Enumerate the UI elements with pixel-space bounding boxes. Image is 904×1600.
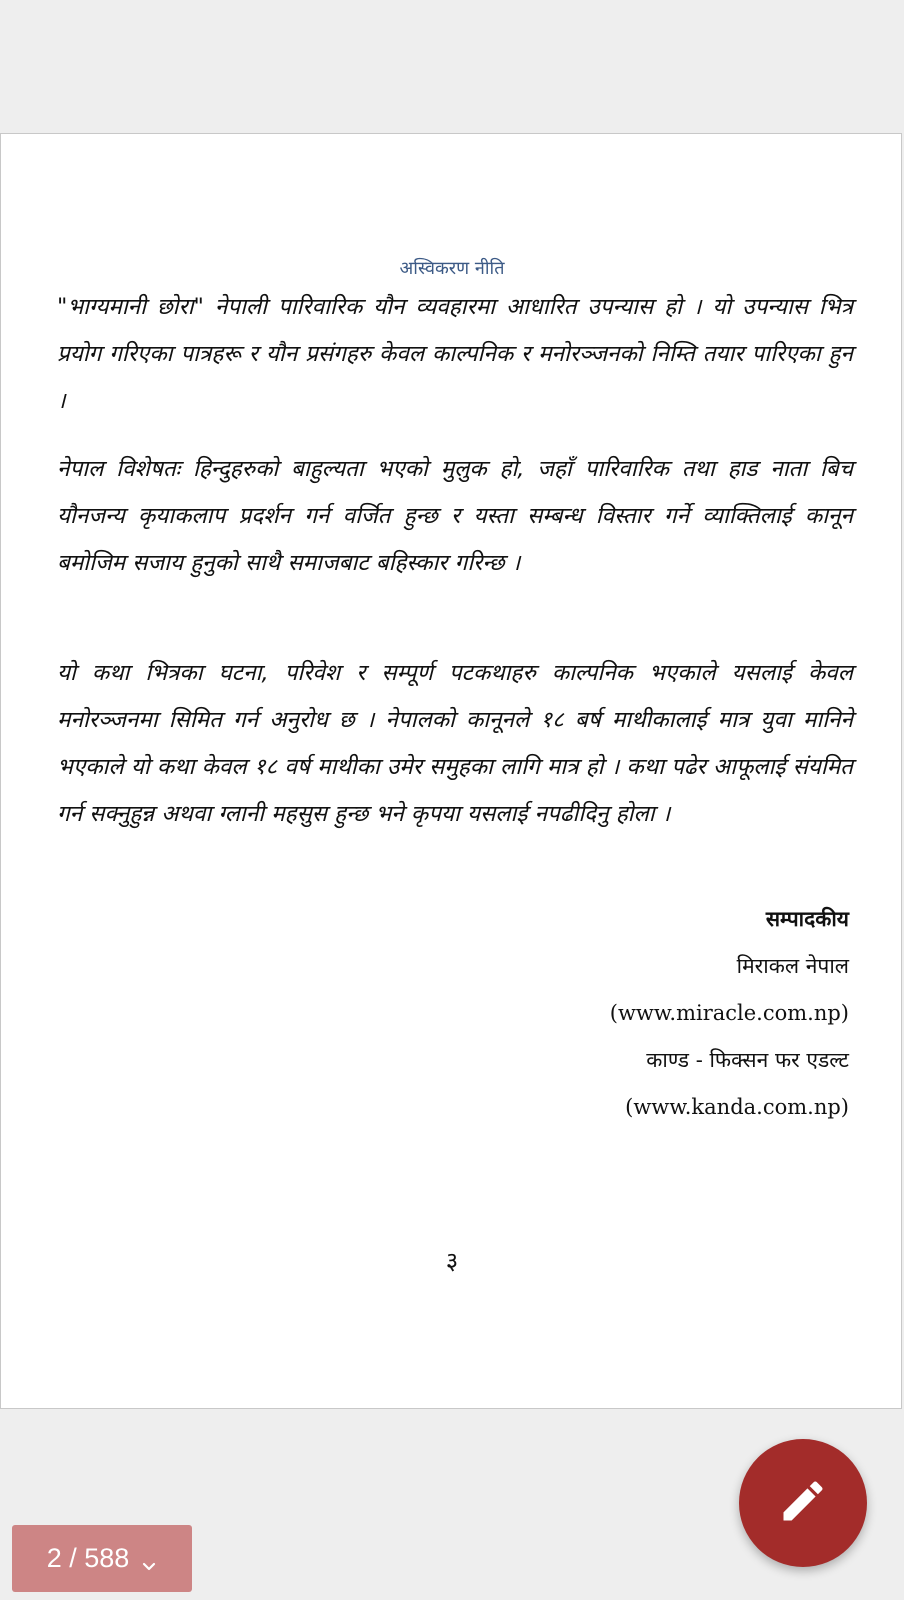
page-indicator-label: 2 / 588 (46, 1543, 130, 1573)
signature-title: सम्पादकीय (765, 907, 849, 931)
page-number: ३ (445, 1247, 459, 1275)
pencil-icon (777, 1475, 829, 1531)
paragraph-2: नेपाल विशेषतः हिन्दुहरुको बाहुल्यता भएको मुलुक हो, जहाँ पारिवारिक तथा हाड नाता बिच यौनजन्य कृयाकलाप प्रदर्शन गर्न वर्जित हुन्छ र यस्ता सम्बन्ध विस्तार गर्ने व्याक्तिलाई कानून बमोजिम सजाय हुनुको साथै समाजबाट बहिस्कार गरिन्छ । (57, 456, 853, 576)
edit-fab-button[interactable] (739, 1439, 867, 1567)
page-indicator-button[interactable] (12, 1525, 192, 1592)
chevron-down-icon (141, 1551, 157, 1567)
document-page (0, 133, 902, 1409)
signature-publisher-url: (www.miracle.com.np) (609, 1001, 849, 1025)
page-heading: अस्विकरण नीति (399, 258, 505, 279)
signature-imprint: काण्ड - फिक्सन फर एडल्ट (646, 1048, 849, 1072)
signature-publisher: मिराकल नेपाल (736, 954, 849, 978)
paragraph-1: "भाग्यमानी छोरा" नेपाली पारिवारिक यौन व्यवहारमा आधारित उपन्यास हो । यो उपन्यास भित्र प्रयोग गरिएका पात्रहरू र यौन प्रसंगहरु केवल काल्पनिक र मनोरञ्जनको निम्ति तयार पारिएका हुन । (57, 294, 853, 414)
signature-imprint-url: (www.kanda.com.np) (625, 1095, 849, 1119)
paragraph-3: यो कथा भित्रका घटना, परिवेश र सम्पूर्ण पटकथाहरु काल्पनिक भएकाले यसलाई केवल मनोरञ्जनमा सिमित गर्न अनुरोध छ । नेपालको कानूनले १८ बर्ष माथीकालाई मात्र युवा मानिने भएकाले यो कथा केवल १८ वर्ष माथीका उमेर समुहका लागि मात्र हो । कथा पढेर आफूलाई संयमित गर्न सक्नुहुन्न अथवा ग्लानी महसुस हुन्छ भने कृपया यसलाई नपढीदिनु होला । (57, 660, 853, 827)
editorial-signature (610, 896, 849, 1131)
